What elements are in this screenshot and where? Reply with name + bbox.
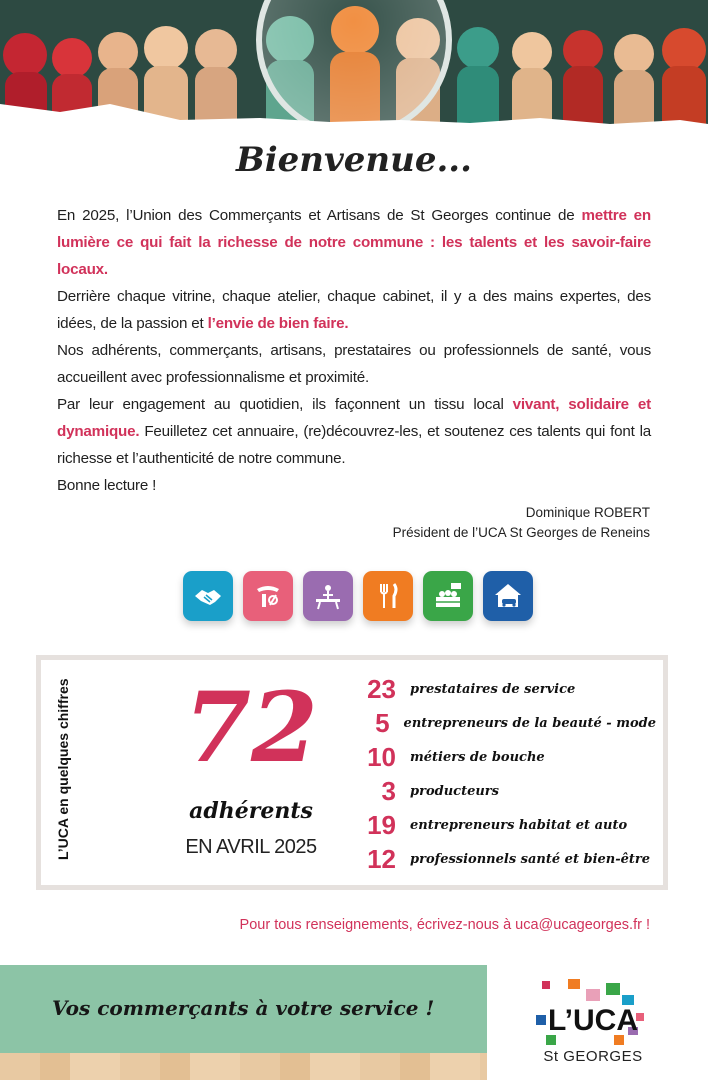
members-total: 72 xyxy=(184,671,318,784)
stats-row-count: 10 xyxy=(367,741,396,772)
intro-text xyxy=(57,202,651,499)
stats-row-label: entrepreneurs habitat et auto xyxy=(410,817,628,833)
uca-logo-text: L’UCA xyxy=(548,1004,638,1037)
page-title: Bienvenue... xyxy=(236,140,472,180)
stats-side-label: L’UCA en quelques chiffres xyxy=(55,678,71,860)
intro-p4-text-end: Feuilletez cet annuaire, (re)découvrez-les, et soutenez ces talents qui font la richesse et l’authenticité de notre commune. xyxy=(57,423,651,467)
intro-p1-text: En 2025, l’Union des Commerçants et Artisans de St Georges continue de xyxy=(57,207,582,224)
stats-box xyxy=(36,655,668,890)
wooden-figures-illustration xyxy=(0,0,708,140)
stats-row xyxy=(356,808,656,842)
stats-row xyxy=(356,740,656,774)
house-car-icon xyxy=(483,571,533,621)
stats-row xyxy=(356,672,656,706)
members-date: EN AVRIL 2025 xyxy=(185,836,317,858)
stats-row-label: professionnels santé et bien-être xyxy=(410,851,651,867)
footer-slogan: Vos commerçants à votre service ! xyxy=(52,996,435,1020)
stats-row-label: producteurs xyxy=(410,783,499,799)
intro-p2-text: Derrière chaque vitrine, chaque atelier, chaque cabinet, il y a des mains expertes, des idées, de la passion et xyxy=(57,288,651,332)
intro-p1-highlight: mettre en lumière ce qui fait la richesse de notre commune : les talents et les savoir-faire locaux. xyxy=(57,207,651,278)
category-icons xyxy=(183,571,533,621)
stats-row xyxy=(356,842,656,876)
intro-paragraph-1 xyxy=(57,202,651,283)
stats-row-label: prestataires de service xyxy=(410,681,576,697)
intro-p4-text: Par leur engagement au quotidien, ils façonnent un tissu local xyxy=(57,396,513,413)
signature-role: Président de l’UCA St Georges de Reneins xyxy=(392,525,650,540)
intro-p2-highlight: l’envie de bien faire. xyxy=(207,315,349,332)
stats-row-count: 3 xyxy=(381,775,396,806)
stats-row-count: 5 xyxy=(375,707,390,738)
footer-banner xyxy=(0,965,487,1080)
stats-row xyxy=(356,774,656,808)
stats-breakdown xyxy=(356,672,656,876)
header-banner-image xyxy=(0,0,708,140)
artisan-tools-icon xyxy=(303,571,353,621)
intro-paragraph-5: Bonne lecture ! xyxy=(57,477,157,494)
stats-row-count: 23 xyxy=(367,673,396,704)
signature xyxy=(393,503,650,543)
intro-paragraph-2 xyxy=(57,283,651,337)
producer-crate-icon xyxy=(423,571,473,621)
stats-row-count: 19 xyxy=(367,809,396,840)
contact-line: Pour tous renseignements, écrivez-nous à uca@ucageorges.fr ! xyxy=(239,917,650,933)
stats-row-count: 12 xyxy=(367,843,396,874)
stats-row-label: entrepreneurs de la beauté - mode xyxy=(403,715,656,731)
stats-row xyxy=(356,706,656,740)
intro-paragraph-4 xyxy=(57,391,651,472)
beauty-fashion-icon xyxy=(243,571,293,621)
signature-name: Dominique ROBERT xyxy=(525,505,650,520)
intro-p4-highlight: vivant, solidaire et dynamique. xyxy=(57,396,651,440)
footer-wood-strip xyxy=(0,1053,487,1080)
intro-paragraph-3: Nos adhérents, commerçants, artisans, prestataires ou professionnels de santé, vous accueillent avec professionnalisme et proximité. xyxy=(57,342,651,386)
stats-row-label: métiers de bouche xyxy=(410,749,545,765)
food-cutlery-icon xyxy=(363,571,413,621)
members-label: adhérents xyxy=(189,798,313,824)
handshake-icon xyxy=(183,571,233,621)
uca-logo-subtitle: St GEORGES xyxy=(543,1048,643,1065)
